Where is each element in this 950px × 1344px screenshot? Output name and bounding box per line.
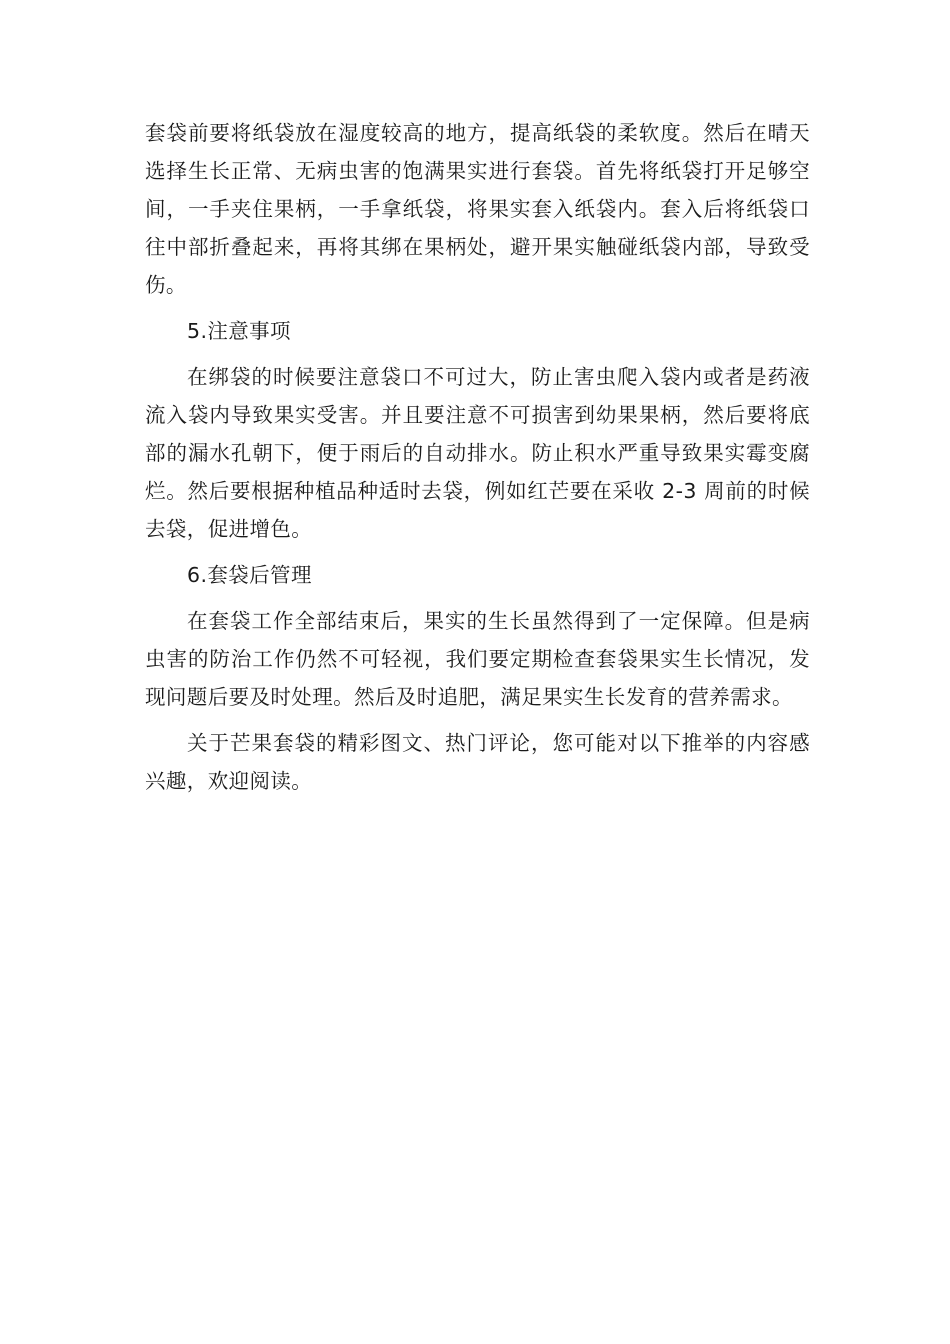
paragraph-recommendation: 关于芒果套袋的精彩图文、热门评论，您可能对以下推举的内容感兴趣，欢迎阅读。 xyxy=(145,731,810,793)
paragraph-precautions: 在绑袋的时候要注意袋口不可过大，防止害虫爬入袋内或者是药液流入袋内导致果实受害。并且要注意不可损害到幼果果柄，然后要将底部的漏水孔朝下，便于雨后的自动排水。防止积水严重导致果实霉变腐烂。然后要根据种植品种适时去袋，例如红芒要在采收 2-3 周前的时候去袋，促进增色。 xyxy=(145,365,810,541)
paragraph-bagging-method: 套袋前要将纸袋放在湿度较高的地方，提高纸袋的柔软度。然后在晴天选择生长正常、无病虫害的饱满果实进行套袋。首先将纸袋打开足够空间，一手夹住果柄，一手拿纸袋，将果实套入纸袋内。套入后将纸袋口往中部折叠起来，再将其绑在果柄处，避开果实触碰纸袋内部，导致受伤。 xyxy=(145,121,810,297)
section-heading-precautions: 5.注意事项 xyxy=(187,319,291,343)
document-body xyxy=(145,114,810,808)
section-heading-post-bagging: 6.套袋后管理 xyxy=(187,563,312,587)
paragraph-post-bagging: 在套袋工作全部结束后，果实的生长虽然得到了一定保障。但是病虫害的防治工作仍然不可轻视，我们要定期检查套袋果实生长情况，发现问题后要及时处理。然后及时追肥，满足果实生长发育的营养需求。 xyxy=(145,609,810,709)
